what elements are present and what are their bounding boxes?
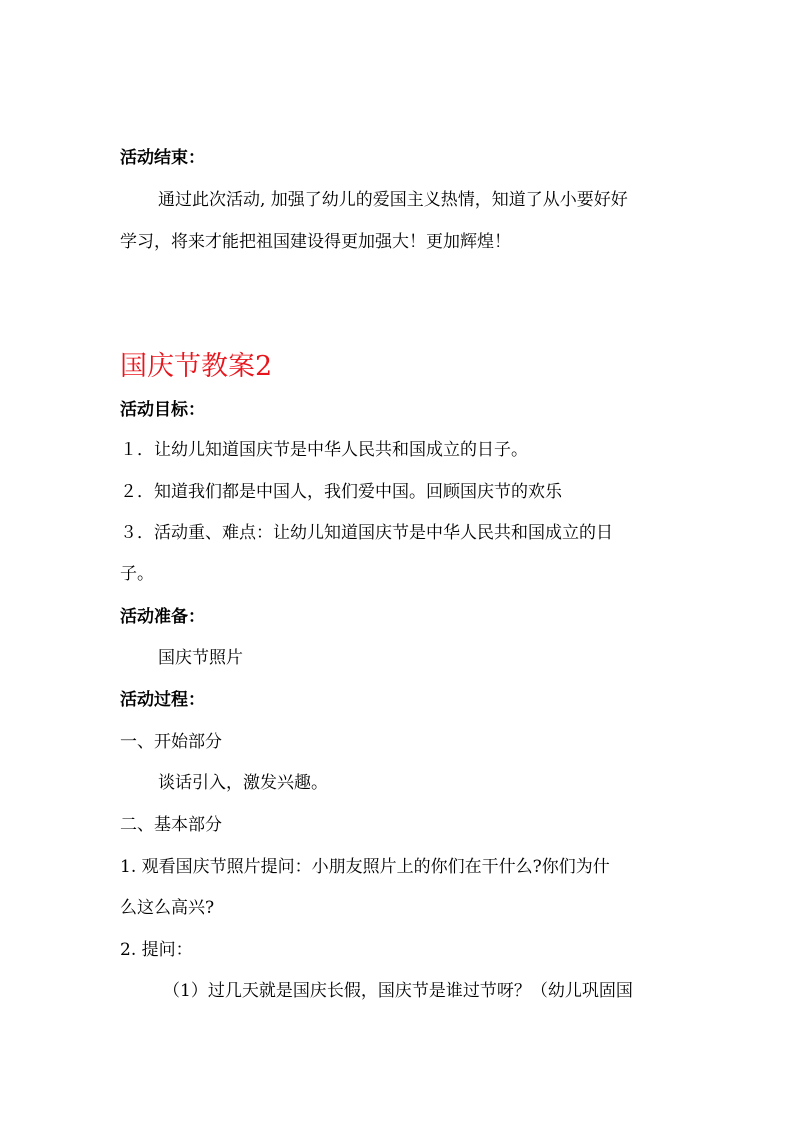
goal-item-3-line1: ３．活动重、难点：让幼儿知道国庆节是中华人民共和国成立的日 <box>120 523 613 543</box>
activity-process-heading: 活动过程： <box>120 690 205 710</box>
part-1-heading: 一、开始部分 <box>120 732 222 752</box>
step-1-line2: 么这么高兴? <box>120 898 215 918</box>
lesson-plan-title: 国庆节教案2 <box>120 351 273 382</box>
activity-end-paragraph-line2: 学习，将来才能把祖国建设得更加强大！更加辉煌！ <box>120 232 511 252</box>
part-1-text: 谈话引入，激发兴趣。 <box>158 773 328 793</box>
step-1-line1: 1. 观看国庆节照片提问：小朋友照片上的你们在干什么?你们为什 <box>120 857 610 877</box>
step-2-question-1: （1）过几天就是国庆长假，国庆节是谁过节呀？（幼儿巩固国 <box>163 981 633 1001</box>
goal-item-3-line2: 子。 <box>120 564 154 584</box>
activity-end-heading: 活动结束： <box>120 148 205 168</box>
activity-prep-heading: 活动准备： <box>120 607 205 627</box>
prep-item: 国庆节照片 <box>158 648 243 668</box>
activity-goal-heading: 活动目标： <box>120 400 205 420</box>
part-2-heading: 二、基本部分 <box>120 815 222 835</box>
activity-end-paragraph-line1: 通过此次活动, 加强了幼儿的爱国主义热情，知道了从小要好好 <box>158 190 628 210</box>
goal-item-2: ２．知道我们都是中国人，我们爱中国。回顾国庆节的欢乐 <box>120 482 562 502</box>
step-2-heading: 2. 提问： <box>120 940 193 960</box>
goal-item-1: １．让幼儿知道国庆节是中华人民共和国成立的日子。 <box>120 440 528 460</box>
